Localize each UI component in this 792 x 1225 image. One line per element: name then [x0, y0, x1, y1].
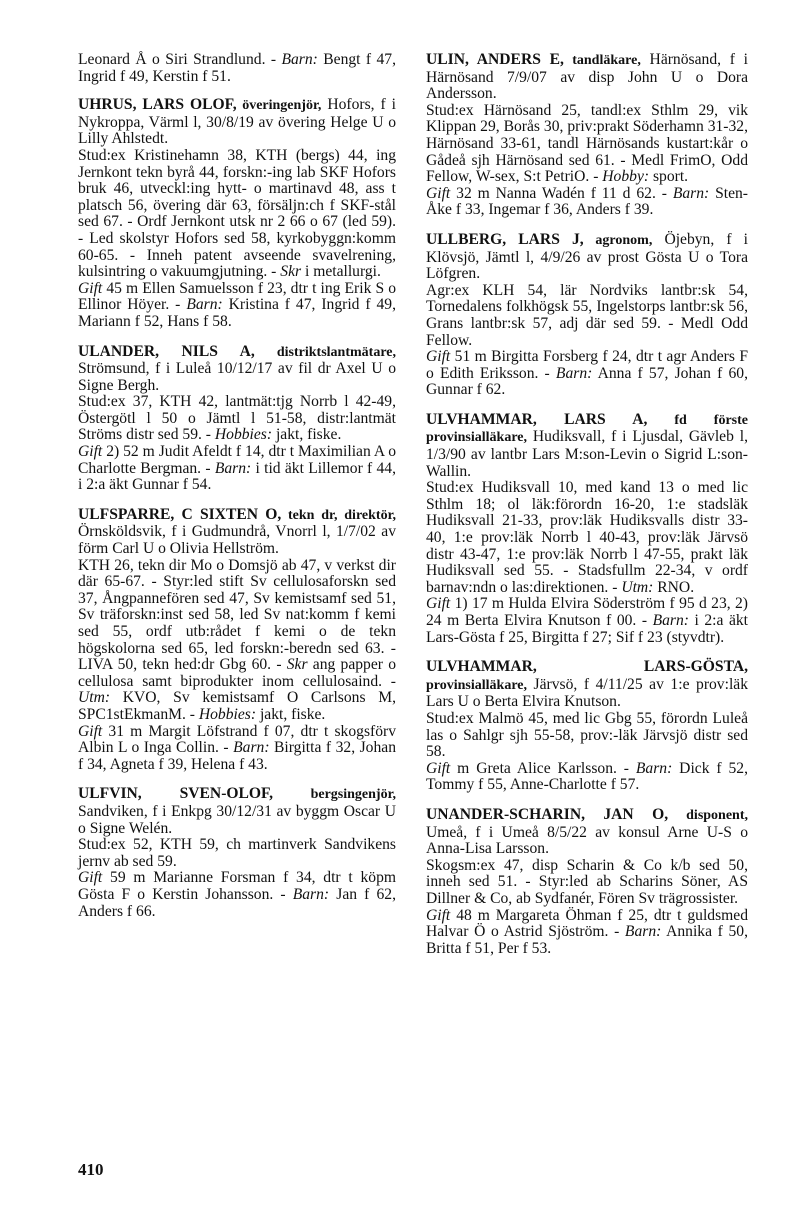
career-text: Stud:ex Malmö 45, med lic Gbg 55, förordn Luleå las o Sahlgr sjh 55-58, prov:-läk Järvsjö distr sed 58. — [426, 709, 748, 761]
entry-origin: Strömsund, f i Luleå 10/12/17 av fil dr Axel U o Signe Bergh. — [78, 360, 396, 394]
entry-ulfsparre — [78, 507, 396, 774]
utm-text: KVO, Sv kemistsamf O Carlsons M, SPC1stEkmanM. - — [78, 689, 396, 723]
entry-origin: Sandviken, f i Enkpg 30/12/31 av byggm Oscar U o Signe Welén. — [78, 802, 396, 837]
utm-label: Utm: — [621, 578, 654, 596]
gift-text: 59 m Marianne Forsman f 34, dtr t köpm Gösta F o Kerstin Johansson. - — [78, 869, 396, 903]
entry-name: ULANDER, NILS A, — [78, 342, 255, 360]
gift-label: Gift — [426, 595, 451, 613]
entry-origin: Umeå, f i Umeå 8/5/22 av konsul Arne U-S o Anna-Lisa Larsson. — [426, 823, 748, 858]
career-text: Stud:ex 37, KTH 42, lantmät:tjg Norrb l 42-49, Östergötl l 50 o Jämtl l 51-58, distr:lantmät Ströms distr sed 59. - — [78, 393, 396, 444]
entry-origin: Hofors, f i Nykroppa, Värml l, 30/8/19 av övering Helge U o Lilly Ahlstedt. — [78, 96, 396, 148]
entry-career — [426, 711, 748, 761]
left-column — [78, 52, 396, 933]
entry-family — [426, 349, 748, 399]
entry-ulvhammar-lars — [426, 412, 748, 646]
entry-heading — [78, 507, 396, 558]
entry-origin: Öjebyn, f i Klövsjö, Jämtl l, 4/9/26 av prost Gösta U o Tora Löfgren. — [426, 230, 749, 283]
barn-text: Birgitta f 32, Johan f 34, Agneta f 39, Helena f 43. — [78, 739, 396, 773]
entry-ulander — [78, 344, 396, 494]
entry-title: tandläkare, — [563, 53, 641, 68]
entry-heading — [78, 97, 396, 148]
barn-label: Barn: — [292, 885, 330, 903]
entry-career — [426, 480, 748, 596]
career-text: Stud:ex Kristinehamn 38, KTH (bergs) 44, ing Jernkont tekn byrå 44, forskn:-ing lab SKF Hofors bruk 46, utveckl:ing hytt- o martinavd 48, ass t platsch 56, övering där 63, försäljn:ch f SKF-stål sed 67. - Ordf Jernkont utsk nr 2 66 o 67 (led 59). - Led skolstyr Hofors sed 58, kyrkobyggn:komm 60-65. - Inneh patent avseende svavelrening, kulsintring o vakuumgjutning. - — [78, 146, 396, 281]
hobbies-label: Hobbies: — [214, 426, 273, 444]
entry-career — [426, 103, 748, 186]
entry-name: ULVHAMMAR, LARS A, — [426, 410, 648, 428]
utm-label: Utm: — [78, 689, 111, 707]
entry-origin: Järvsö, f 4/11/25 av 1:e prov:läk Lars U o Berta Elvira Knutson. — [426, 675, 748, 711]
entry-career — [426, 283, 748, 349]
gift-text: 2) 52 m Judit Afeldt f 14, dtr t Maximilian A o Charlotte Bergman. - — [78, 443, 396, 477]
gift-label: Gift — [426, 906, 451, 924]
entry-family — [426, 908, 748, 958]
barn-label: Barn: — [233, 739, 270, 757]
hobby-label: Hobby: — [602, 168, 650, 186]
entry-paragraph — [78, 52, 396, 85]
entry-title: distriktslantmätare, — [254, 344, 396, 360]
barn-text: Annika f 50, Britta f 51, Per f 53. — [426, 923, 748, 957]
entry-name: ULIN, ANDERS E, — [426, 51, 564, 68]
entry-name: ULLBERG, LARS J, — [426, 230, 584, 248]
barn-text: Kristina f 47, Ingrid f 49, Mariann f 52, Hans f 58. — [78, 296, 396, 330]
entry-career — [78, 837, 396, 870]
entry-heading — [426, 232, 748, 283]
entry-title: agronom, — [583, 232, 653, 248]
barn-text: Dick f 52, Tommy f 55, Anne-Charlotte f 57. — [426, 759, 748, 794]
entry-unander-scharin — [426, 807, 748, 957]
barn-text: i tid äkt Lillemor f 44, i 2:a äkt Gunnar f 54. — [78, 459, 396, 494]
entry-heading — [426, 52, 748, 103]
hobbies-label: Hobbies: — [198, 705, 257, 723]
entry-ulvhammar-lars-gosta — [426, 659, 748, 794]
entry-family — [426, 596, 748, 646]
gift-text: 31 m Margit Löfstrand f 07, dtr t skogsförv Albin L o Inga Collin. - — [78, 722, 396, 757]
entry-title: tekn dr, direktör, — [281, 507, 396, 523]
text: Leonard Å o Siri Strandlund. - — [78, 51, 282, 68]
entry-origin: Härnösand, f i Härnösand 7/9/07 av disp John U o Dora Andersson. — [426, 51, 748, 103]
entry-career — [78, 148, 396, 281]
barn-label: Barn: — [624, 923, 662, 941]
gift-text: 45 m Ellen Samuelsson f 23, dtr t ing Erik S o Ellinor Höyer. - — [78, 279, 396, 314]
entry-title: överingenjör, — [236, 98, 322, 114]
gift-text: 1) 17 m Hulda Elvira Söderström f 95 d 23, 2) 24 m Berta Elvira Knutson f 00. - — [426, 595, 748, 629]
entry-ullberg — [426, 232, 748, 399]
entry-family — [78, 444, 396, 494]
skr-label: Skr — [286, 656, 308, 674]
entry-continuation — [78, 52, 396, 85]
barn-label: Barn: — [186, 296, 223, 314]
entry-title: disponent, — [668, 807, 749, 823]
page-number: 410 — [78, 1160, 104, 1179]
gift-text: m Greta Alice Karlsson. - — [450, 759, 636, 777]
barn-label: Barn: — [635, 759, 673, 777]
entry-family — [426, 761, 748, 794]
barn-label: Barn: — [214, 459, 252, 477]
career-text: Stud:ex Hudiksvall 10, med kand 13 o med lic Sthlm 18; ol läk:förordn 16-20, 1:e stadsläk Hudiksvall 21-33, prov:läk Hudiksvalls distr 33-40, 1:e prov:läk Norrb l 40-43, prov:läk Järvsö distr 43-47, 1:e prov:läk Norrb l 47-55, prakt läk Hudiksvall sed 55. - Stadsfullm 22-34, v ordf barnav:ndn o las:direktionen. - — [426, 479, 748, 596]
hobbies-text: jakt, fiske. — [256, 705, 326, 723]
entry-name: ULFVIN, SVEN-OLOF, — [78, 785, 274, 803]
career-text: Stud:ex Härnösand 25, tandl:ex Sthlm 29, vik Klippan 29, Borås 30, priv:prakt Söderhamn 31-32, Härnösand 33-61, tandl Härnösands kustart:kår o Gådeå sjh Härnösand sed 61. - Medl FrimO, Odd Fellow, W-sex, S:t PetriO. - — [426, 101, 748, 186]
entry-ulfvin — [78, 786, 396, 920]
barn-text: i 2:a äkt Lars-Gösta f 25, Birgitta f 27; Sif f 23 (styvdtr). — [426, 612, 748, 646]
right-column — [426, 52, 748, 970]
entry-heading — [426, 659, 748, 711]
barn-label: Barn: — [652, 612, 689, 629]
entry-title: provinsialläkare, — [426, 677, 528, 693]
entry-name: ULFSPARRE, C SIXTEN O, — [78, 505, 282, 523]
entry-name: UHRUS, LARS OLOF, — [78, 96, 237, 114]
hobbies-text: jakt, fiske. — [272, 426, 342, 444]
entry-origin: Hudiksvall, f i Ljusdal, Gävleb l, 1/3/90 av lantbr Lars M:son-Levin o Sigrid L:son-Wallin. — [426, 428, 748, 480]
entry-career — [78, 394, 396, 444]
gift-text: 32 m Nanna Wadén f 11 d 62. - — [450, 184, 673, 202]
career-text: Stud:ex 52, KTH 59, ch martinverk Sandvikens jernv ab sed 59. — [78, 836, 396, 870]
entry-name: UNANDER-SCHARIN, JAN O, — [426, 805, 669, 823]
entry-heading — [78, 786, 396, 837]
text: Bengt f 47, Ingrid f 49, Kerstin f 51. — [78, 51, 396, 85]
career-text: Skogsm:ex 47, disp Scharin & Co k/b sed 50, inneh sed 51. - Styr:led ab Scharins Söner, AS Dillner & Co, ab Sydfanér, Fören Sv trägrossister. — [426, 856, 748, 907]
career-text: Agr:ex KLH 54, lär Nordviks lantbr:sk 54, Tornedalens folkhögsk 55, Ingelstorps lantbr:sk 56, Grans lantbr:sk 57, adj där sed 59. - Medl Odd Fellow. — [426, 281, 748, 349]
entry-family — [78, 724, 396, 774]
barn-label: Barn: — [672, 184, 710, 202]
skr-text: ang papper o cellulosa samt biprodukter inom cellulosaind. - — [78, 656, 396, 690]
entry-career — [426, 858, 748, 908]
entry-title: fd förste provinsialläkare, — [426, 412, 748, 446]
entry-heading — [426, 807, 748, 858]
gift-label: Gift — [426, 184, 451, 202]
skr-label: Skr — [280, 263, 302, 281]
gift-label: Gift — [426, 759, 451, 777]
entry-origin: Örnsköldsvik, f i Gudmundrå, Vnorrl l, 1/7/02 av förm Carl U o Olivia Hellström. — [78, 523, 396, 558]
skr-text: i metallurgi. — [301, 263, 381, 281]
entry-name: ULVHAMMAR, LARS-GÖSTA, — [426, 658, 748, 676]
entry-uhrus — [78, 97, 396, 330]
entry-ulin — [426, 52, 748, 219]
hobby-text: sport. — [649, 168, 689, 186]
gift-label: Gift — [426, 348, 451, 366]
entry-title: bergsingenjör, — [273, 787, 396, 803]
barn-text: Sten-Åke f 33, Ingemar f 36, Anders f 39. — [426, 184, 748, 219]
gift-label: Gift — [78, 443, 103, 461]
entry-career — [78, 558, 396, 724]
barn-label: Barn: — [555, 364, 593, 382]
barn-text: Jan f 62, Anders f 66. — [78, 885, 396, 920]
gift-label: Gift — [78, 869, 103, 887]
gift-label: Gift — [78, 279, 103, 297]
utm-text: RNO. — [653, 578, 695, 596]
gift-text: 48 m Margareta Öhman f 25, dtr t guldsmed Halvar Ö o Astrid Sjöström. - — [426, 906, 748, 941]
gift-text: 51 m Birgitta Forsberg f 24, dtr t agr Anders F o Edith Eriksson. - — [426, 348, 748, 382]
barn-text: Anna f 57, Johan f 60, Gunnar f 62. — [426, 364, 748, 399]
entry-heading — [426, 412, 748, 480]
entry-heading — [78, 344, 396, 395]
entry-family — [426, 186, 748, 219]
entry-family — [78, 870, 396, 920]
entry-family — [78, 281, 396, 331]
gift-label: Gift — [78, 722, 103, 740]
barn-label: Barn: — [281, 51, 318, 68]
career-text: KTH 26, tekn dir Mo o Domsjö ab 47, v verkst dir där 65-67. - Styr:led stift Sv cellulosaforskn sed 37, Ångpannefören sed 47, Sv kemistsamf sed 51, Sv träforskn:inst sed 58, led Sv nat:komm f kemi sed 55, ordf utb:rådet f kemi o de tekn högskolorna sed 65, led forskn:-beredn sed 63. - LIVA 50, tekn hed:dr Gbg 60. - — [78, 556, 396, 674]
